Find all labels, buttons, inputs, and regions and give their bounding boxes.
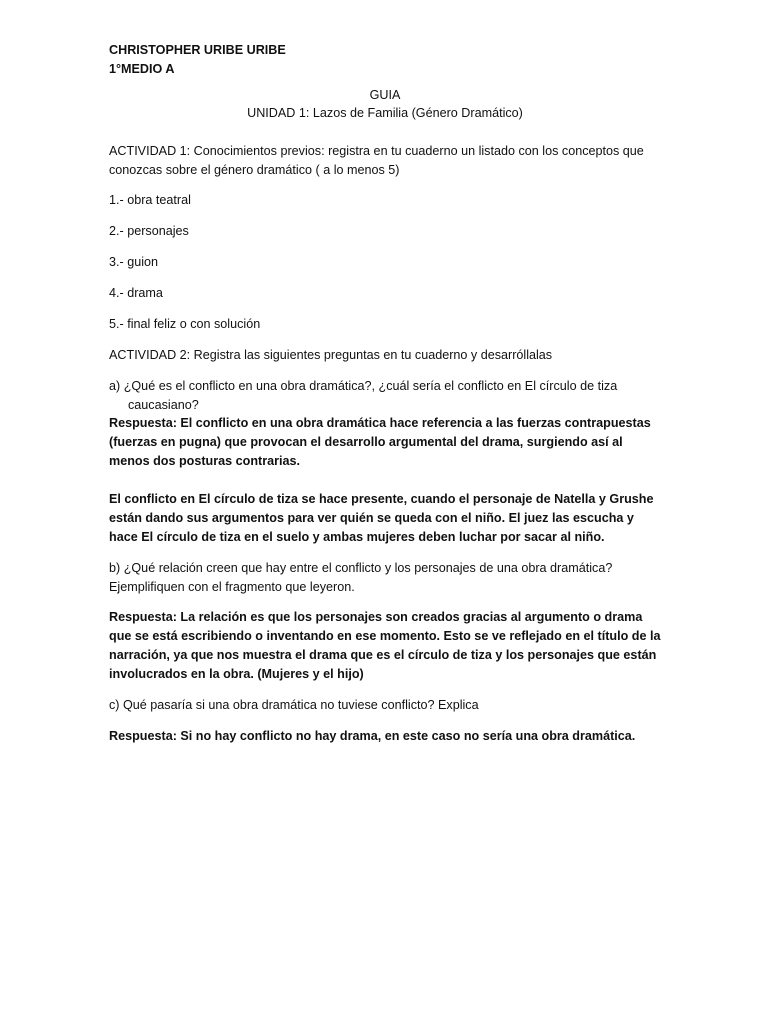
answer-a-paragraph-2: El conflicto en El círculo de tiza se hace presente, cuando el personaje de Natella y Grushe están dando sus argumentos para ver quién se queda con el niño. El juez las escucha y hace El círculo de tiza en el suelo y ambas mujeres deben luchar por sacar al niño. — [109, 492, 654, 544]
answer-a-paragraph-1: Respuesta: El conflicto en una obra dramática hace referencia a las fuerzas contrapuestas (fuerzas en pugna) que provocan el desarrollo argumental del drama, surgiendo así al menos dos posturas contrarias. — [109, 416, 651, 468]
answer-c: Respuesta: Si no hay conflicto no hay drama, en este caso no sería una obra dramática. — [109, 729, 636, 743]
activity1-item-3: 3.- guion — [109, 255, 159, 269]
activity2-prompt: ACTIVIDAD 2: Registra las siguientes preguntas en tu cuaderno y desarróllalas — [109, 348, 553, 362]
course-label: 1°MEDIO A — [109, 62, 175, 76]
activity1-prompt: ACTIVIDAD 1: Conocimientos previos: registra en tu cuaderno un listado con los conceptos que conozcas sobre el género dramático ( a lo menos 5) — [109, 144, 644, 177]
activity1-item-4: 4.- drama — [109, 286, 163, 300]
activity1-item-1: 1.- obra teatral — [109, 193, 191, 207]
activity1-item-2: 2.- personajes — [109, 224, 189, 238]
answer-b: Respuesta: La relación es que los personajes son creados gracias al argumento o drama que se está escribiendo o inventando en ese momento. Esto se ve reflejado en el título de la narración, ya que nos muestra el drama que es el círculo de tiza y los personajes que están involucrados en la obra. (Mujeres y el hijo) — [109, 610, 661, 681]
question-b: b) ¿Qué relación creen que hay entre el conflicto y los personajes de una obra dramática? Ejemplifiquen con el fragmento que leyeron. — [109, 561, 613, 594]
document-subtitle: UNIDAD 1: Lazos de Familia (Género Dramático) — [247, 106, 523, 120]
activity1-item-5: 5.- final feliz o con solución — [109, 317, 261, 331]
question-c: c) Qué pasaría si una obra dramática no tuviese conflicto? Explica — [109, 698, 479, 712]
student-name: CHRISTOPHER URIBE URIBE — [109, 43, 286, 57]
document-title: GUIA — [369, 88, 401, 102]
question-a: a) ¿Qué es el conflicto en una obra dramática?, ¿cuál sería el conflicto en El círculo de tiza caucasiano? — [109, 379, 618, 412]
